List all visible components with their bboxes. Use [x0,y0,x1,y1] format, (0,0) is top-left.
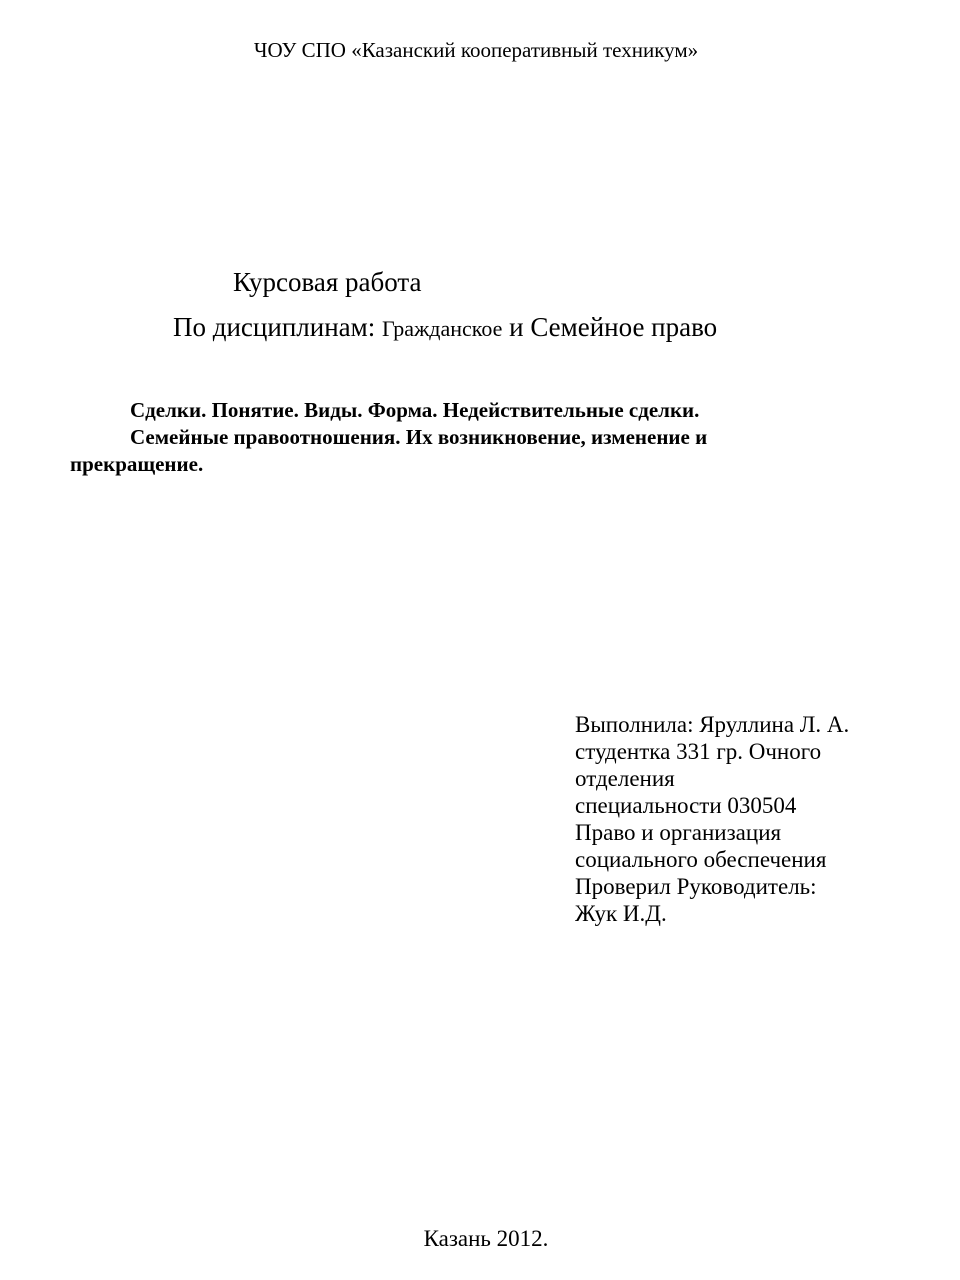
discipline-civil-law: Гражданское [381,316,503,341]
discipline-family-law: Семейное право [530,312,718,342]
discipline-prefix: По дисциплинам: [173,312,382,342]
topic-line-1: Сделки. Понятие. Виды. Форма. Недействительные сделки. [130,398,700,422]
city-year: Казань 2012. [423,1226,549,1251]
topic-heading [70,397,830,478]
author-line-supervisor-name: Жук И.Д. [575,901,667,926]
author-line-specialty-name-2: социального обеспечения [575,847,827,872]
topic-line-2: Семейные правоотношения. Их возникновение, изменение и [130,425,708,449]
author-line-performer: Выполнила: Яруллина Л. А. [575,712,850,737]
author-line-specialty: специальности 030504 [575,793,797,818]
document-type-title: Курсовая работа [233,267,422,297]
author-line-supervisor-label: Проверил Руководитель: [575,874,817,899]
author-line-specialty-name-1: Право и организация [575,820,782,845]
author-block [575,711,905,927]
author-line-student-group: студентка 331 гр. Очного [575,739,822,764]
discipline-connector: и [502,312,531,342]
institution-name: ЧОУ СПО «Казанский кооперативный техникум» [253,38,699,62]
topic-line-3: прекращение. [70,452,204,476]
discipline-line [173,309,717,347]
author-line-department: отделения [575,766,675,791]
